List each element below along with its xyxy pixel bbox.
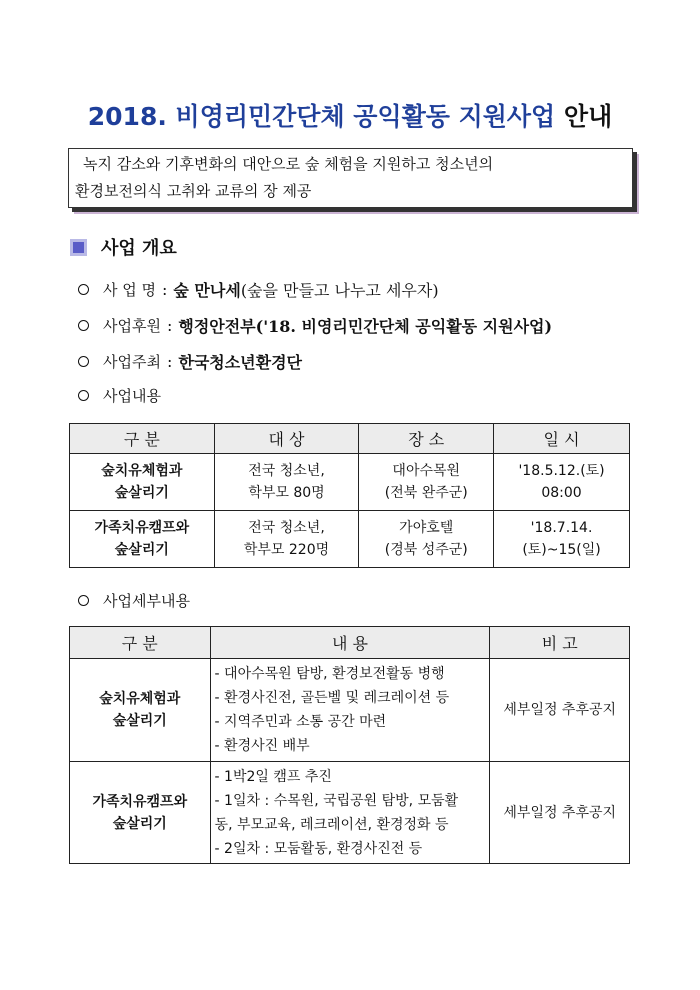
square-bullet-icon (70, 239, 87, 256)
item-paren: (숲을 만들고 나누고 세우자) (240, 281, 439, 300)
cell-line: 숲치유체험과 (99, 691, 181, 707)
colon: : (166, 316, 173, 335)
colon: : (162, 280, 168, 299)
cell-line: 가족치유캠프와 (92, 793, 188, 810)
table-row (70, 762, 630, 864)
title-main: 2018. 비영리민간단체 공익활동 지원사업 (87, 102, 564, 131)
program-cell (70, 511, 215, 568)
page-title (0, 97, 700, 133)
cell-line: 가족치유캠프와 (94, 520, 190, 536)
cell-line: 숲살리기 (114, 542, 169, 558)
circle-bullet-icon (78, 320, 89, 331)
summary-line-1: 녹지 감소와 기후변화의 대안으로 숲 체험을 지원하고 청소년의 (83, 155, 494, 173)
item-label: 사업내용 (103, 387, 161, 405)
cell-line: (경북 성주군) (384, 542, 468, 558)
program-cell (70, 762, 211, 864)
content-line: - 환경사진 배부 (214, 738, 310, 754)
cell-line: 숲살리기 (114, 485, 169, 501)
item-label: 사업주최 (103, 353, 161, 371)
section-title: 사업 개요 (101, 238, 177, 259)
header-cell: 장 소 (359, 424, 494, 454)
item-detail (78, 590, 190, 611)
program-cell (70, 659, 211, 762)
table-row (70, 454, 630, 511)
detail-table (69, 626, 630, 864)
table-header-row (70, 627, 630, 659)
header-cell: 내 용 (210, 627, 490, 659)
item-label: 사 업 명 (103, 281, 157, 299)
item-value: 행정안전부('18. 비영리민간단체 공익활동 지원사업) (178, 317, 553, 336)
table-row (70, 511, 630, 568)
header-cell: 비 고 (490, 627, 630, 659)
cell-line: 숲살리기 (112, 815, 167, 832)
note-cell: 세부일정 추후공지 (490, 659, 630, 762)
table-row (70, 659, 630, 762)
title-suffix: 안내 (563, 102, 613, 131)
item-value: 숲 만나세 (173, 281, 241, 300)
note-cell: 세부일정 추후공지 (490, 762, 630, 864)
place-cell (359, 511, 494, 568)
header-cell: 일 시 (494, 424, 630, 454)
header-cell: 대 상 (214, 424, 359, 454)
cell-line: 학부모 80명 (248, 485, 325, 501)
program-cell (70, 454, 215, 511)
date-cell: '18.5.12.(토) 08:00 (494, 454, 630, 511)
content-line: - 지역주민과 소통 공간 마련 (214, 714, 387, 730)
circle-bullet-icon (78, 356, 89, 367)
content-line: - 2일차 : 모둠활동, 환경사진전 등 (214, 840, 423, 857)
item-name (78, 278, 439, 301)
summary-box (68, 148, 633, 208)
section-heading (70, 234, 177, 260)
date-cell: '18.7.14.(토)~15(일) (494, 511, 630, 568)
content-line: - 대아수목원 탐방, 환경보전활동 병행 (214, 666, 445, 682)
cell-line: 학부모 220명 (243, 542, 330, 558)
item-host (78, 350, 302, 373)
cell-line: 숲치유체험과 (101, 463, 183, 479)
content-line: - 1일차 : 수목원, 국립공원 탐방, 모둠활 (214, 792, 459, 809)
target-cell (214, 511, 359, 568)
cell-line: (전북 완주군) (384, 485, 468, 501)
target-cell (214, 454, 359, 511)
circle-bullet-icon (78, 284, 89, 295)
content-line: - 1박2일 캠프 추진 (214, 768, 332, 785)
item-content (78, 385, 161, 406)
summary-line-2: 환경보전의식 고취와 교류의 장 제공 (75, 182, 312, 200)
header-cell: 구 분 (70, 627, 211, 659)
circle-bullet-icon (78, 595, 89, 606)
cell-line: 전국 청소년, (248, 463, 325, 479)
table-header-row (70, 424, 630, 454)
content-cell (210, 762, 490, 864)
item-sponsor (78, 314, 552, 337)
item-label: 사업후원 (103, 317, 161, 335)
circle-bullet-icon (78, 390, 89, 401)
cell-line: 대아수목원 (392, 463, 461, 479)
cell-line: 숲살리기 (112, 713, 167, 729)
content-line: - 환경사진전, 골든벨 및 레크레이션 등 (214, 690, 450, 706)
cell-line: 전국 청소년, (248, 520, 325, 536)
item-value: 한국청소년환경단 (178, 353, 303, 372)
content-line: 동, 부모교육, 레크레이션, 환경정화 등 (214, 816, 449, 833)
overview-table (69, 423, 630, 568)
cell-line: 가야호텔 (399, 520, 454, 536)
content-cell (210, 659, 490, 762)
place-cell (359, 454, 494, 511)
item-label: 사업세부내용 (103, 592, 190, 610)
header-cell: 구 분 (70, 424, 215, 454)
colon: : (166, 352, 173, 371)
